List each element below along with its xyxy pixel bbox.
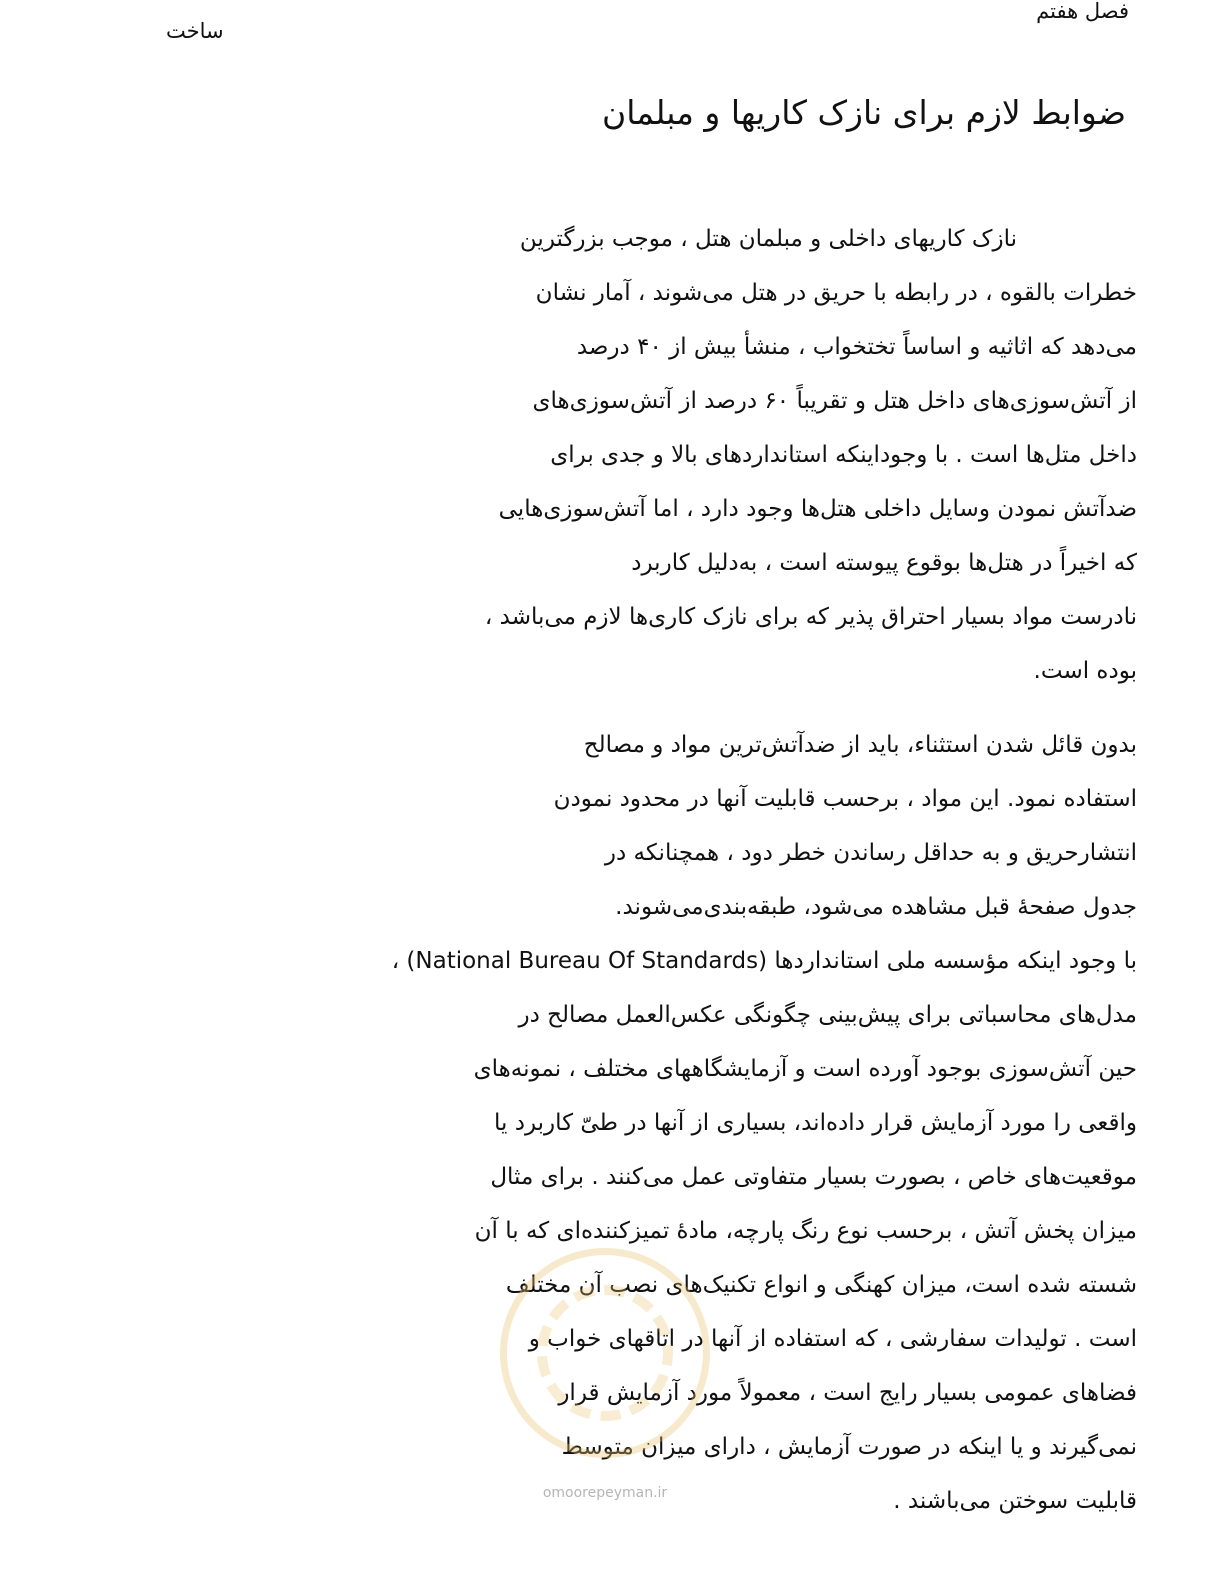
text-line: مدل‌های محاسباتی برای پیش‌بینی چگونگی عکس‌العمل مصالح در [518,1002,1137,1028]
text-line: قابلیت سوختن می‌باشند . [893,1488,1137,1514]
text-line: داخل متل‌ها است . با وجوداینکه استانداردهای بالا و جدی برای [550,442,1137,468]
text-line: می‌دهد که اثاثیه و اساساً تختخواب ، منشأ بیش از ۴۰ درصد [576,334,1137,360]
body-text [172,212,1137,1528]
text-line: جدول صفحهٔ قبل مشاهده می‌شود، طبقه‌بندی‌می‌شوند. [615,894,1137,920]
text-line: واقعی را مورد آزمایش قرار داده‌اند، بسیاری از آنها در طیّ کاربرد یا [494,1110,1137,1136]
text-line: با وجود اینکه مؤسسه ملی استانداردها (National Bureau Of Standards) ، [391,948,1137,974]
text-line: موقعیت‌های خاص ، بصورت بسیار متفاوتی عمل می‌کنند . برای مثال [490,1164,1137,1190]
chapter-header: فصل هفتم [1036,0,1129,23]
text-line: که اخیراً در هتل‌ها بوقوع پیوسته است ، به‌دلیل کاربرد [631,550,1137,576]
text-line: نادرست مواد بسیار احتراق پذیر که برای نازک کاری‌ها لازم می‌باشد ، [484,604,1137,630]
text-line: انتشارحریق و به حداقل رساندن خطر دود ، همچنانکه در [604,840,1137,866]
text-line: خطرات بالقوه ، در رابطه با حریق در هتل می‌شوند ، آمار نشان [535,280,1137,306]
watermark-url: omoorepeyman.ir [542,1485,668,1501]
text-line: بوده است. [1033,658,1137,684]
text-line: ضدآتش نمودن وسایل داخلی هتل‌ها وجود دارد ، اما آتش‌سوزی‌هایی [498,496,1137,522]
text-line: از آتش‌سوزی‌های داخل هتل و تقریباً ۶۰ درصد از آتش‌سوزی‌های [532,388,1137,414]
text-line: شسته شده است، میزان کهنگی و انواع تکنیک‌های نصب آن مختلف [505,1272,1137,1298]
text-line: حین آتش‌سوزی بوجود آورده است و آزمایشگاههای مختلف ، نمونه‌های [473,1056,1137,1082]
text-line: میزان پخش آتش ، برحسب نوع رنگ پارچه، مادهٔ تمیزکننده‌ای که با آن [474,1218,1137,1244]
text-line: است . تولیدات سفارشی ، که استفاده از آنها در اتاقهای خواب و [528,1326,1137,1352]
text-line: نمی‌گیرند و یا اینکه در صورت آزمایش ، دارای میزان متوسط [561,1434,1137,1460]
part-header: ساخت [166,19,224,43]
text-line: بدون قائل شدن استثناء، باید از ضدآتش‌ترین مواد و مصالح [583,732,1137,758]
section-title: ضوابط لازم برای نازک کاریها و مبلمان [602,93,1126,132]
text-line: نازک کاریهای داخلی و مبلمان هتل ، موجب بزرگترین [519,226,1017,252]
text-line: فضاهای عمومی بسیار رایج است ، معمولاً مورد آزمایش قرار [558,1380,1137,1406]
text-line: استفاده نمود. این مواد ، برحسب قابلیت آنها در محدود نمودن [553,786,1137,812]
